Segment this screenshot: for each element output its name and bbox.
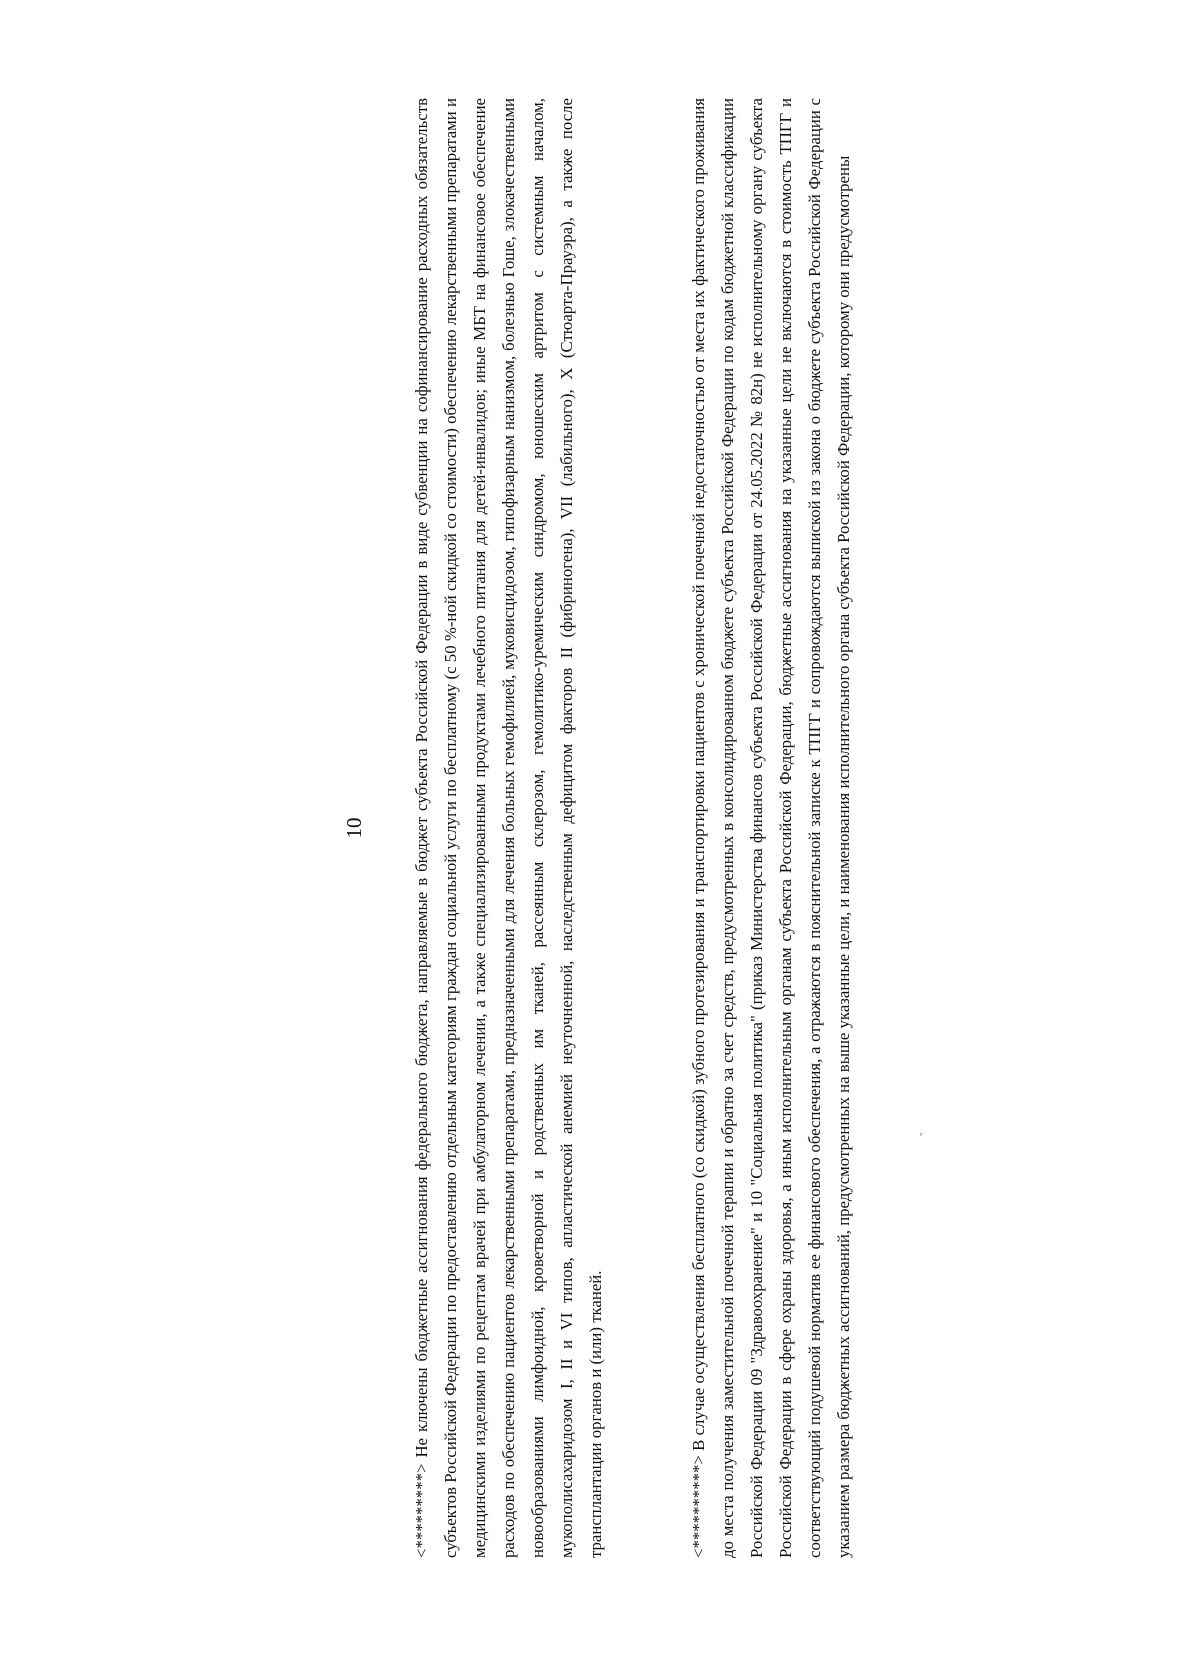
footnote-text: Не ключены бюджетные ассигнования федерального бюджета, направляемые в бюджет субъекта Российской Федерации в виде субвенции на софинансирование расходных обязательств субъектов Российской Федерации по предоставлению отдельным категориям граждан социальной услуги по бесплатному (с 50 %-ной скидкой со стоимости) обеспечению лекарственными препаратами и медицинскими изделиями по рецептам врачей при амбулаторном лечении, а также специализированными продуктами лечебного питания для детей-инвалидов; иные МБТ на финансовое обеспечение расходов по обеспечению пациентов лекарственными препаратами, предназначенными для лечения больных гемофилией, муковисцидозом, гипофизарным нанизмом, болезнью Гоше, злокачественными новообразованиями лимфоидной, кроветворной и родственных им тканей, рассеянным склерозом, гемолитико-уремическим синдромом, юношеским артритом с системным началом, мукополисахаридозом I, II и VI типов, апластической анемией неуточненной, наследственным дефицитом факторов II (фибриногена), VII (лабильного), X (Стюарта-Прауэра), а также после трансплантации органов и (или) тканей. (412, 98, 605, 1558)
footnote-marker: <**********> (689, 1455, 708, 1558)
footnote-text: В случае осуществления бесплатного (со скидкой) зубного протезирования и транспортировки пациентов с хронической почечной недостаточностью от места их фактического проживания до места получения заместительной почечной терапии и обратно за счет средств, предусмотренных в консолидированном бюджете субъекта Российской Федерации по кодам бюджетной классификации Российской Федерации 09 "Здравоохранение" и 10 "Социальная политика" (приказ Министерства финансов субъекта Российской Федерации от 24.05.2022 № 82н) не исполнительному органу субъекта Российской Федерации в сфере охраны здоровья, а иным исполнительным органам субъекта Российской Федерации, бюджетные ассигнования на указанные цели не включаются в стоимость ТПГГ и соответствующий подушевой норматив ее финансового обеспечения, а отражаются в пояснительной записке к ТПГГ и сопровождаются выпиской из закона о бюджете субъекта Российской Федерации с указанием размера бюджетных ассигнований, предусмотренных на выше указанные цели, и наименования исполнительного органа субъекта Российской Федерации, которому они предусмотрены (689, 98, 853, 1558)
footnote-marker: <*********> (412, 1463, 431, 1558)
rotated-content (342, 98, 858, 1558)
scan-speck: ʼ (919, 1130, 923, 1144)
page-number: 10 (342, 817, 366, 839)
footnote-9 (407, 98, 610, 1558)
footnote-10 (684, 98, 858, 1558)
